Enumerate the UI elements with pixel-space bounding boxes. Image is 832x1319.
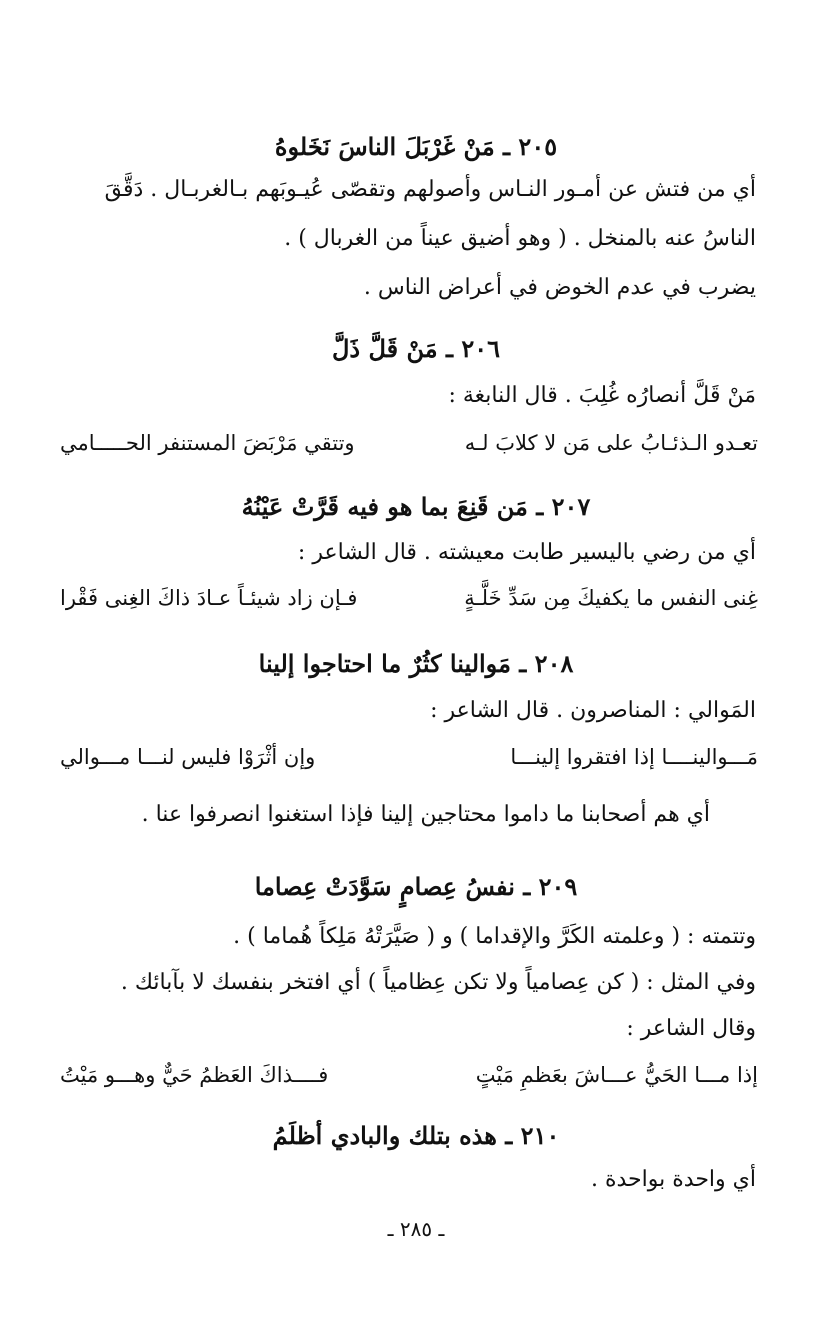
- verse-first-hemistich: تعـدو الـذئـابُ على مَن لا كلابَ لـه: [464, 431, 758, 455]
- proverb-heading: [0, 330, 832, 368]
- paragraph-line: الناسُ عنه بالمنخل . ( وهو أضيق عيناً من الغربال ) .: [284, 226, 756, 251]
- verse-first-hemistich: مَـــوالينــــا إذا افتقروا إلينـــا: [510, 745, 758, 769]
- paragraph-line: يضرب في عدم الخوض في أعراض الناس .: [363, 275, 756, 300]
- proverb-heading: [0, 128, 832, 166]
- verse-second-hemistich: وإن أثْرَوْا فليس لنـــا مـــوالي: [60, 745, 316, 769]
- proverb-heading-text: ٢٠٦ ـ مَنْ قَلَّ ذَلَّ: [331, 334, 501, 363]
- paragraph-line: مَنْ قَلَّ أنصارُه غُلِبَ . قال النابغة :: [448, 383, 756, 408]
- paragraph-line: أي واحدة بواحدة .: [591, 1167, 756, 1192]
- verse-first-hemistich: غِنى النفس ما يكفيكَ مِن سَدِّ خَلَّـةٍ: [464, 586, 758, 610]
- proverb-heading: [0, 1117, 832, 1155]
- proverb-heading-text: ٢٠٧ ـ مَن قَنِعَ بما هو فيه قَرَّتْ عَيْنُهُ: [241, 492, 591, 521]
- proverb-heading-text: ٢١٠ ـ هذه بتلك والبادي أظلَمُ: [272, 1121, 560, 1150]
- paragraph-line: أي من فتش عن أمـور النـاس وأصولهم وتقصّى عُيـوبَهم بـالغربـال . دَقَّقَ: [104, 177, 756, 202]
- proverb-heading: [0, 488, 832, 526]
- proverb-heading-text: ٢٠٥ ـ مَنْ غَرْبَلَ الناسَ نَخَلوهُ: [274, 132, 558, 161]
- verse-second-hemistich: وتتقي مَرْبَضَ المستنفر الحـــــامي: [60, 431, 355, 455]
- verse-first-hemistich: إذا مـــا الحَيُّ عـــاشَ بعَظمِ مَيْتٍ: [475, 1063, 758, 1087]
- proverb-heading: [0, 868, 832, 906]
- paragraph-line: أي من رضي باليسير طابت معيشته . قال الشاعر :: [297, 540, 756, 565]
- poem-verse: [60, 580, 758, 616]
- paragraph-line: أي هم أصحابنا ما داموا محتاجين إلينا فإذا استغنوا انصرفوا عنا .: [141, 802, 710, 827]
- poem-verse: [60, 739, 758, 775]
- proverb-heading-text: ٢٠٩ ـ نفسُ عِصامٍ سَوَّدَتْ عِصاما: [254, 872, 578, 901]
- paragraph-line: وتتمته : ( وعلمته الكَرَّ والإقداما ) و ( صَيَّرَتْهُ مَلِكاً هُماما ) .: [233, 924, 756, 949]
- proverb-heading-text: ٢٠٨ ـ مَوالينا كثُرٌ ما احتاجوا إلينا: [258, 649, 574, 678]
- poem-verse: [60, 1057, 758, 1093]
- paragraph-line: وقال الشاعر :: [626, 1016, 756, 1041]
- proverb-heading: [0, 645, 832, 683]
- paragraph-line: المَوالي : المناصرون . قال الشاعر :: [430, 698, 756, 723]
- page-number: ـ ٢٨٥ ـ: [387, 1217, 445, 1241]
- poem-verse: [60, 425, 758, 461]
- paragraph-line: وفي المثل : ( كن عِصامياً ولا تكن عِظامياً ) أي افتخر بنفسك لا بآبائك .: [120, 970, 756, 995]
- verse-second-hemistich: فــــذاكَ العَظمُ حَيٌّ وهـــو مَيْتُ: [60, 1063, 329, 1087]
- verse-second-hemistich: فـإن زاد شيئـاً عـادَ ذاكَ الغِنى فَقْرا: [60, 586, 358, 610]
